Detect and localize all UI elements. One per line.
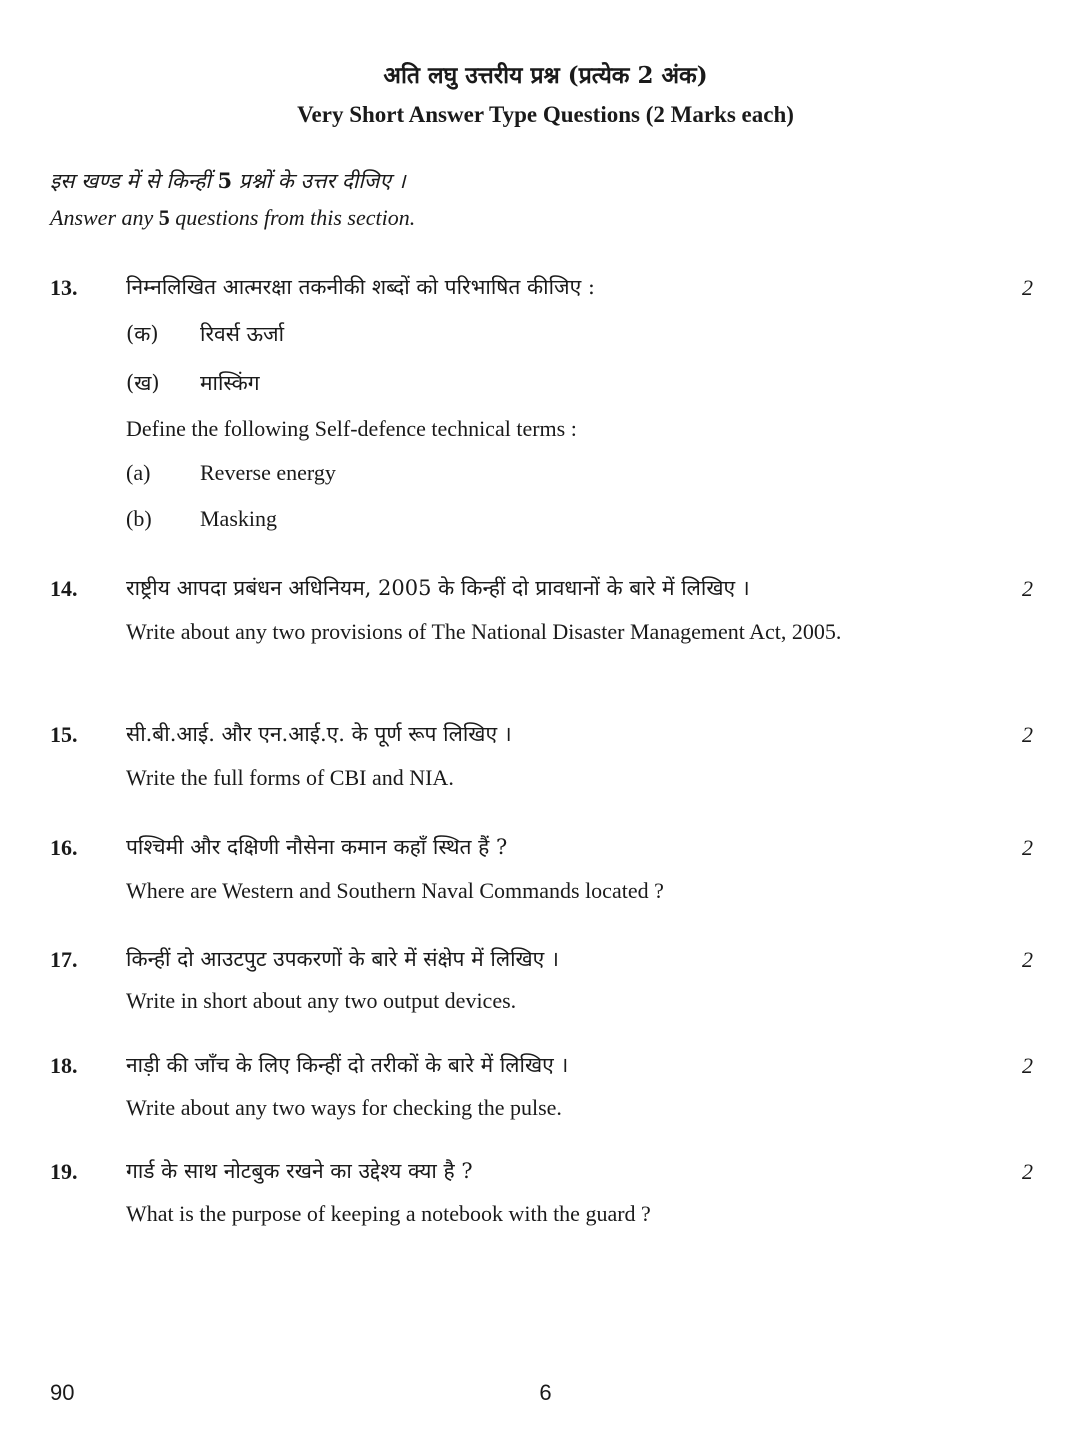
question-text-english: Write the full forms of CBI and NIA. [126,765,454,790]
subpart-text-hindi: रिवर्स ऊर्जा [200,322,285,346]
instruction-hindi-text: इस खण्ड में से किन्हीं [50,169,218,193]
question-text-hindi: सी.बी.आई. और एन.आई.ए. के पूर्ण रूप लिखिए । [126,722,512,746]
question-number: 17. [50,947,78,972]
question-marks: 2 [1022,947,1033,972]
question-marks: 2 [1022,722,1033,747]
subpart-text-english: Masking [200,506,277,531]
question-text-english: Write about any two ways for checking the pulse. [126,1095,562,1120]
instruction-english-text-end: questions from this section. [169,205,416,230]
page-number: 6 [539,1380,552,1405]
subpart-label: (क) [126,322,159,346]
question-text-english: What is the purpose of keeping a notebook with the guard ? [126,1201,651,1226]
section-heading-english: Very Short Answer Type Questions (2 Marks each) [297,102,794,127]
subpart-label: (ख) [126,371,160,395]
question-marks: 2 [1022,835,1033,860]
question-text-english: Define the following Self-defence technical terms : [126,416,577,441]
instruction-hindi [50,167,406,195]
question-text-english: Write about any two provisions of The National Disaster Management Act, 2005. [126,619,842,644]
question-text-hindi: किन्हीं दो आउटपुट उपकरणों के बारे में संक्षेप में लिखिए । [126,947,559,971]
question-text-hindi: राष्ट्रीय आपदा प्रबंधन अधिनियम, 2005 के किन्हीं दो प्रावधानों के बारे में लिखिए । [126,576,750,600]
question-number: 19. [50,1159,78,1184]
subpart-text-english: Reverse energy [200,460,336,485]
question-marks: 2 [1022,275,1033,300]
question-text-hindi: पश्चिमी और दक्षिणी नौसेना कमान कहाँ स्थित हैं ? [126,835,508,859]
question-marks: 2 [1022,1053,1033,1078]
instruction-english [50,205,415,231]
question-text-hindi: निम्नलिखित आत्मरक्षा तकनीकी शब्दों को परिभाषित कीजिए : [126,275,595,299]
question-text-english: Where are Western and Southern Naval Commands located ? [126,878,664,903]
question-number: 14. [50,576,78,601]
subpart-label: (b) [126,506,152,531]
instruction-english-text: Answer any [50,205,159,230]
paper-code: 90 [50,1380,75,1405]
question-number: 16. [50,835,78,860]
question-text-hindi: गार्ड के साथ नोटबुक रखने का उद्देश्य क्या है ? [126,1159,473,1183]
question-marks: 2 [1022,576,1033,601]
question-number: 13. [50,275,78,300]
subpart-text-hindi: मास्किंग [200,371,260,395]
section-heading-hindi: अति लघु उत्तरीय प्रश्न (प्रत्येक 2 अंक) [383,62,708,89]
question-text-english: Write in short about any two output devices. [126,988,517,1013]
question-number: 18. [50,1053,78,1078]
instruction-english-count: 5 [158,205,170,230]
instruction-hindi-text-end: प्रश्नों के उत्तर दीजिए । [232,169,406,193]
subpart-label: (a) [126,460,151,485]
question-text-hindi: नाड़ी की जाँच के लिए किन्हीं दो तरीकों के बारे में लिखिए । [126,1053,569,1077]
question-number: 15. [50,722,78,747]
question-marks: 2 [1022,1159,1033,1184]
instruction-hindi-count: 5 [217,168,233,193]
